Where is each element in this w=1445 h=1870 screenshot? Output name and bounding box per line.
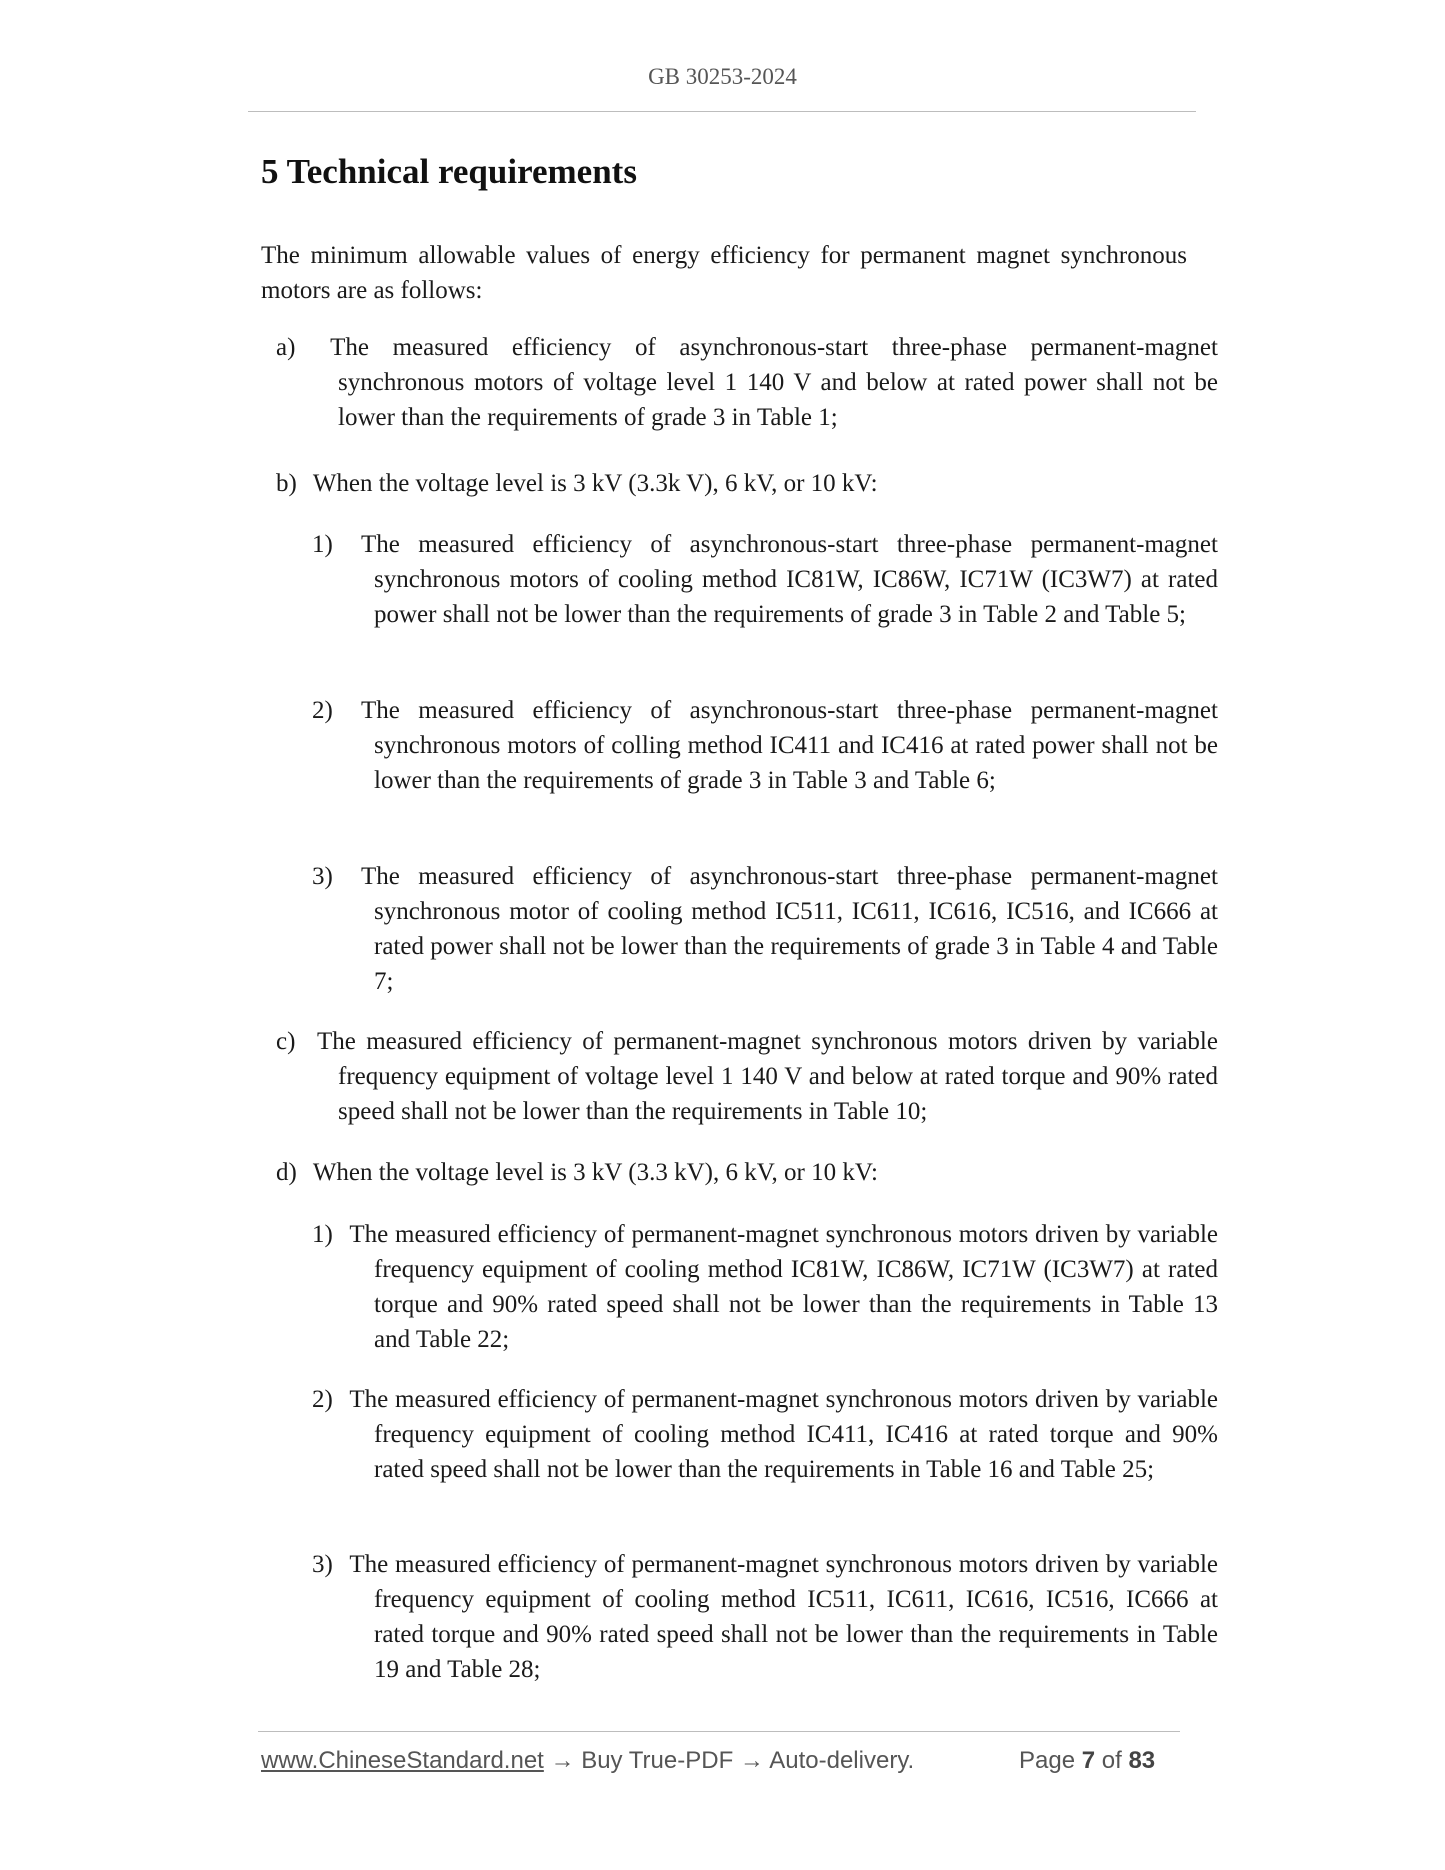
header-doc-id: GB 30253-2024 <box>648 64 797 89</box>
footer-promo <box>261 1747 914 1775</box>
sub-item-text: The measured efficiency of permanent-magnet synchronous motors driven by variable frequency equipment of cooling method IC511, IC611, IC616, IC516, IC666 at rated torque and 90% rated speed shall not be lower than the requirements in Table 19 and Table 28; <box>349 1551 1218 1683</box>
sub-item-text: The measured efficiency of permanent-magnet synchronous motors driven by variable frequency equipment of cooling method IC411, IC416 at rated torque and 90% rated speed shall not be lower than the requirements in Table 16 and Table 25; <box>349 1386 1218 1483</box>
list-item-d: d) When the voltage level is 3 kV (3.3 kV), 6 kV, or 10 kV: <box>276 1159 878 1186</box>
sub-item-b1: 1) The measured efficiency of asynchronous-start three-phase permanent-magnet synchronous motors of cooling method IC81W, IC86W, IC71W (IC3W7) at rated power shall not be lower than the requirements of grade 3 in Table 2 and Table 5; <box>312 531 1218 628</box>
sub-item-b2: 2) The measured efficiency of asynchronous-start three-phase permanent-magnet synchronous motors of colling method IC411 and IC416 at rated power shall not be lower than the requirements of grade 3 in Table 3 and Table 6; <box>312 697 1218 794</box>
website-link[interactable]: www.ChineseStandard.net <box>261 1747 544 1774</box>
list-item-text: When the voltage level is 3 kV (3.3 kV), 6 kV, or 10 kV: <box>312 1159 878 1186</box>
list-item-b: b) When the voltage level is 3 kV (3.3k V), 6 kV, or 10 kV: <box>276 470 878 497</box>
auto-delivery-text: Auto-delivery. <box>769 1747 915 1774</box>
list-item-text: When the voltage level is 3 kV (3.3k V), 6 kV, or 10 kV: <box>312 470 878 497</box>
footer-divider <box>258 1731 1180 1732</box>
sub-item-text: The measured efficiency of permanent-magnet synchronous motors driven by variable frequency equipment of cooling method IC81W, IC86W, IC71W (IC3W7) at rated torque and 90% rated speed shall not be lower than the requirements in Table 13 and Table 22; <box>349 1221 1218 1353</box>
list-item-c: c) The measured efficiency of permanent-magnet synchronous motors driven by variable frequency equipment of voltage level 1 140 V and below at rated torque and 90% rated speed shall not be lower than the requirements in Table 10; <box>276 1028 1218 1125</box>
sub-item-d1: 1) The measured efficiency of permanent-magnet synchronous motors driven by variable frequency equipment of cooling method IC81W, IC86W, IC71W (IC3W7) at rated torque and 90% rated speed shall not be lower than the requirements in Table 13 and Table 22; <box>312 1221 1218 1353</box>
sub-item-text: The measured efficiency of asynchronous-start three-phase permanent-magnet synchronous motors of cooling method IC81W, IC86W, IC71W (IC3W7) at rated power shall not be lower than the requirements of grade 3 in Table 2 and Table 5; <box>360 531 1218 628</box>
arrow-right-icon: → <box>550 1747 575 1774</box>
page-indicator <box>1019 1747 1155 1775</box>
sub-item-text: The measured efficiency of asynchronous-start three-phase permanent-magnet synchronous motors of colling method IC411 and IC416 at rated power shall not be lower than the requirements of grade 3 in Table 3 and Table 6; <box>360 697 1218 794</box>
page-total: 83 <box>1128 1747 1156 1774</box>
page-label: Page <box>1019 1747 1076 1774</box>
sub-item-d3: 3) The measured efficiency of permanent-magnet synchronous motors driven by variable frequency equipment of cooling method IC511, IC611, IC616, IC516, IC666 at rated torque and 90% rated speed shall not be lower than the requirements in Table 19 and Table 28; <box>312 1551 1218 1683</box>
sub-item-text: The measured efficiency of asynchronous-start three-phase permanent-magnet synchronous motor of cooling method IC511, IC611, IC616, IC516, and IC666 at rated power shall not be lower than the requirements of grade 3 in Table 4 and Table 7; <box>360 863 1218 995</box>
header-divider <box>248 111 1196 112</box>
sub-item-d2: 2) The measured efficiency of permanent-magnet synchronous motors driven by variable frequency equipment of cooling method IC411, IC416 at rated torque and 90% rated speed shall not be lower than the requirements in Table 16 and Table 25; <box>312 1386 1218 1483</box>
buy-pdf-text: Buy True-PDF <box>581 1747 734 1774</box>
intro-paragraph: The minimum allowable values of energy efficiency for permanent magnet synchronous motors are as follows: <box>261 242 1187 304</box>
section-title: 5 Technical requirements <box>261 152 637 191</box>
list-item-a: a) The measured efficiency of asynchronous-start three-phase permanent-magnet synchronous motors of voltage level 1 140 V and below at rated power shall not be lower than the requirements of grade 3 in Table 1; <box>276 334 1218 431</box>
arrow-right-icon: → <box>739 1747 764 1774</box>
list-item-text: The measured efficiency of asynchronous-start three-phase permanent-magnet synchronous motors of voltage level 1 140 V and below at rated power shall not be lower than the requirements of grade 3 in Table 1; <box>330 334 1218 431</box>
list-item-text: The measured efficiency of permanent-magnet synchronous motors driven by variable frequency equipment of voltage level 1 140 V and below at rated torque and 90% rated speed shall not be lower than the requirements in Table 10; <box>316 1028 1218 1125</box>
sub-item-b3: 3) The measured efficiency of asynchronous-start three-phase permanent-magnet synchronous motor of cooling method IC511, IC611, IC616, IC516, and IC666 at rated power shall not be lower than the requirements of grade 3 in Table 4 and Table 7; <box>312 863 1218 995</box>
page-of: of <box>1101 1747 1122 1774</box>
page-current: 7 <box>1081 1747 1096 1774</box>
